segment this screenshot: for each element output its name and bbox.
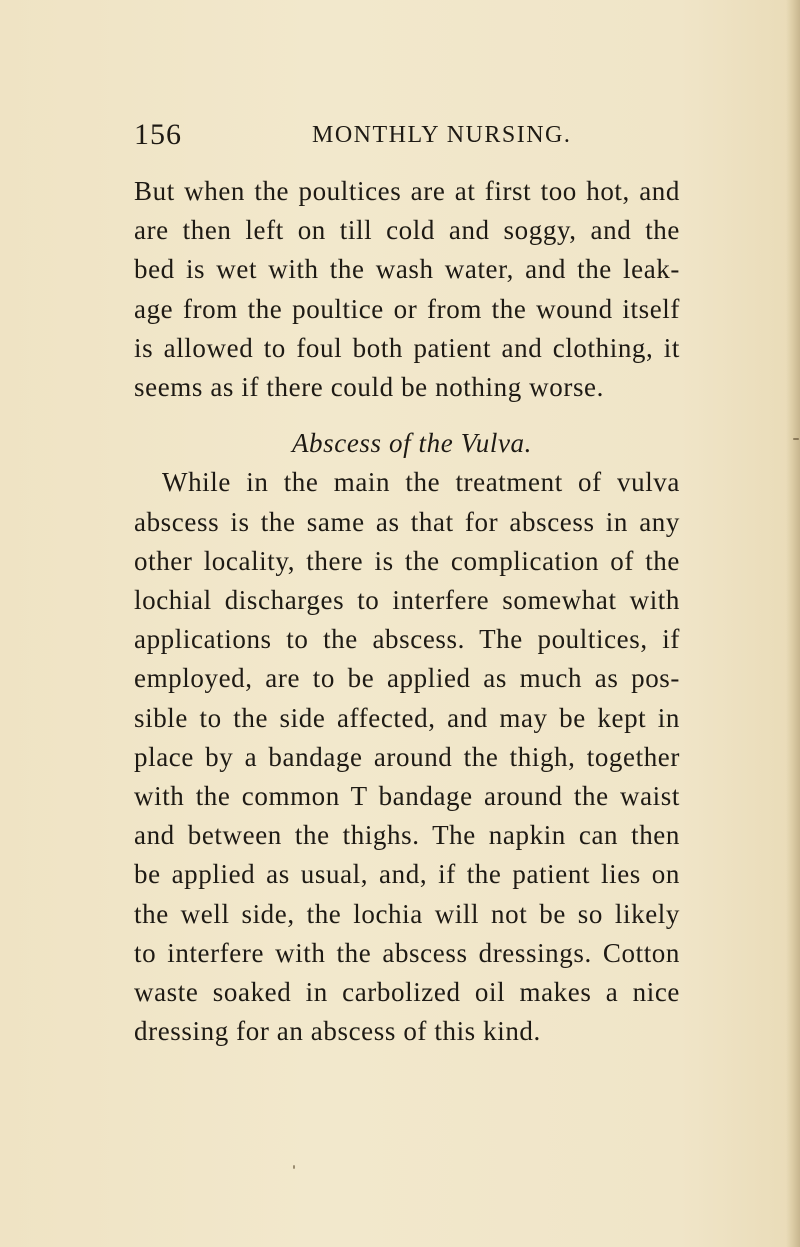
text-line: employed, are to be applied as much as pos- xyxy=(134,663,680,694)
text-line: to interfere with the abscess dressings. Cotton xyxy=(134,937,680,968)
paper-speck xyxy=(293,1165,295,1169)
text-line: is allowed to foul both patient and clothing, it xyxy=(134,332,680,363)
text-line: place by a bandage around the thigh, together xyxy=(134,741,680,772)
text-line: sible to the side affected, and may be kept in xyxy=(134,702,680,733)
text-line: seems as if there could be nothing worse. xyxy=(134,372,604,403)
page-header xyxy=(134,118,682,158)
text-line: be applied as usual, and, if the patient lies on xyxy=(134,859,680,890)
text-line: with the common T bandage around the waist xyxy=(134,781,680,812)
text-line: the well side, the lochia will not be so likely xyxy=(134,898,680,929)
page-body xyxy=(134,172,680,1051)
paragraph-abscess xyxy=(134,463,680,1051)
text-line: and between the thighs. The napkin can then xyxy=(134,820,680,851)
paragraph-intro xyxy=(134,172,680,407)
text-line: age from the poultice or from the wound itself xyxy=(134,293,680,324)
text-line: other locality, there is the complication of the xyxy=(134,545,680,576)
running-head: MONTHLY NURSING. xyxy=(312,122,572,148)
text-line: are then left on till cold and soggy, and the xyxy=(134,215,680,246)
text-line: applications to the abscess. The poultices, if xyxy=(134,624,680,655)
page-number: 156 xyxy=(134,118,182,151)
text-line: abscess is the same as that for abscess in any xyxy=(134,506,680,537)
text-line: waste soaked in carbolized oil makes a nice xyxy=(134,977,680,1008)
section-heading: Abscess of the Vulva. xyxy=(291,428,533,459)
paper-speck xyxy=(793,438,799,440)
text-line: While in the main the treatment of vulva xyxy=(162,467,680,498)
text-line: lochial discharges to interfere somewhat with xyxy=(134,585,680,616)
text-line: dressing for an abscess of this kind. xyxy=(134,1016,541,1047)
page-edge-shadow xyxy=(786,0,800,1247)
text-line: But when the poultices are at first too hot, and xyxy=(134,176,680,206)
text-line: bed is wet with the wash water, and the leak- xyxy=(134,254,680,285)
